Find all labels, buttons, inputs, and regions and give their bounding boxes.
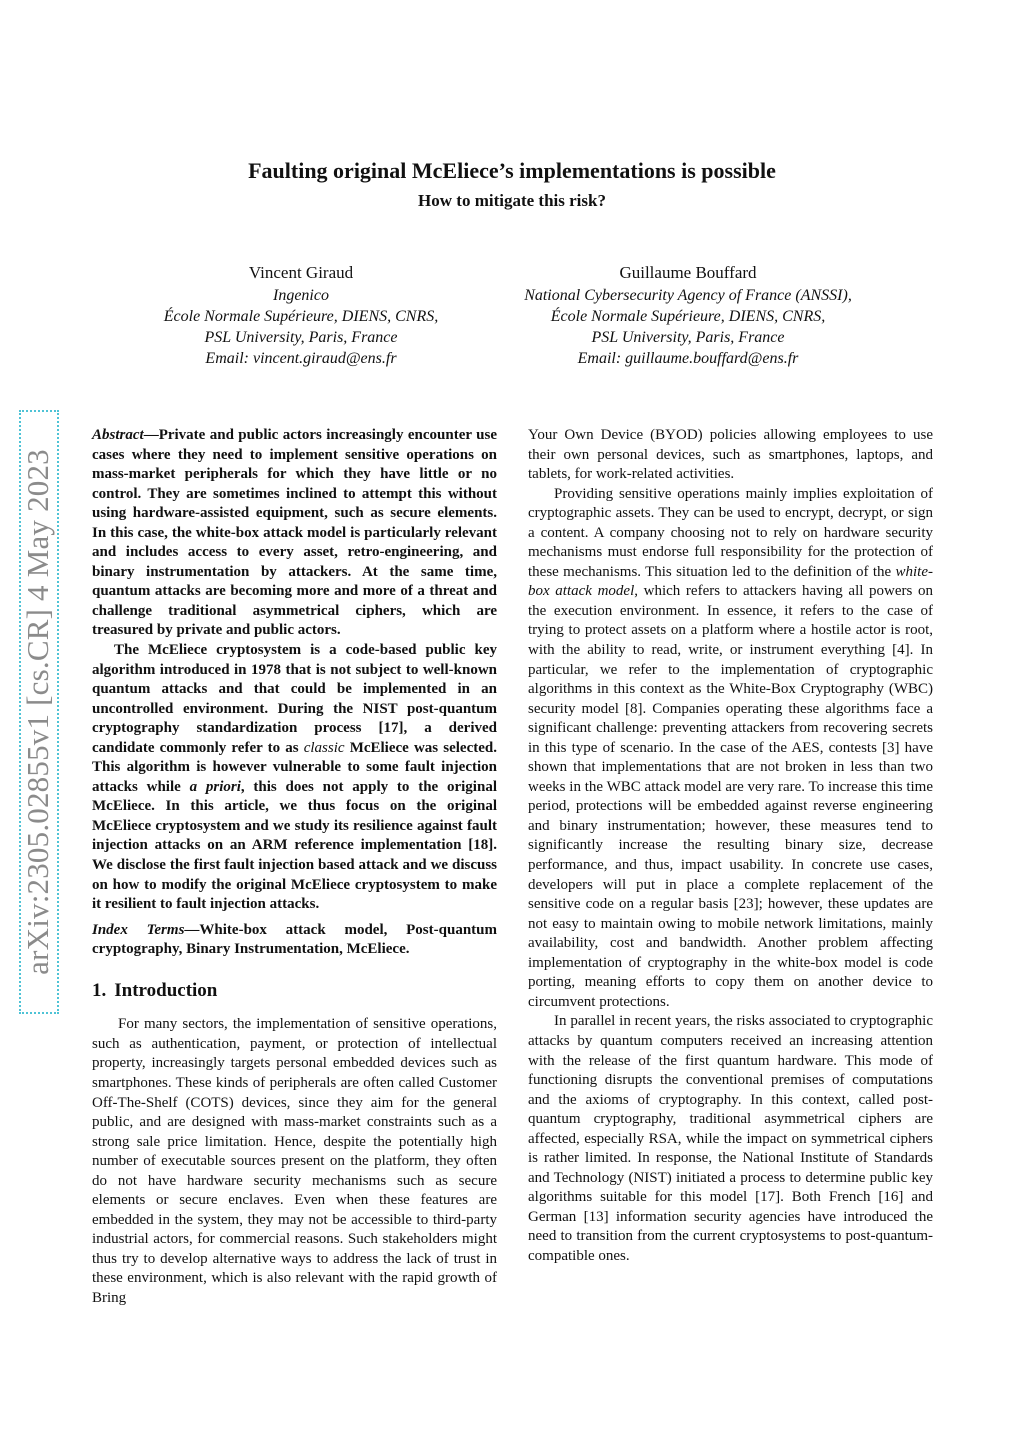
arxiv-identifier: arXiv:2305.02855v1 [cs.CR] 4 May 2023 bbox=[20, 449, 55, 975]
index-terms-dash: — bbox=[184, 921, 200, 938]
index-terms-text: White-box attack model, Post-quantum cryptography, Binary Instrumentation, McEliece. bbox=[92, 921, 497, 958]
section-title: Introduction bbox=[114, 979, 218, 1001]
author-block-1 bbox=[101, 262, 501, 369]
author-block-2 bbox=[488, 262, 888, 369]
index-terms-label: Index Terms bbox=[92, 921, 185, 938]
author-affiliation: Ingenico bbox=[273, 287, 329, 304]
body-text: , which refers to attackers having all powers on the execution environment. In essence, it refers to the case of trying to protect assets on a platform where a hostile actor is root, with the ability to read, write, or instrument everything [4]. In particular, we refer to the implementation of cryptographic algorithms in this context as the White-Box Cryptography (WBC) security model [8]. Companies operating these algorithms face a significant challenge: preventing attackers from recovering secrets in this type of scenario. In the case of the AES, contests [3] have shown that implementations that are not broken in less than two weeks in the WBC attack model are very rare. To increase this time period, protections will be embedded against reverse engineering and binary instrumentation; however, these measures tend to significantly increase the resulting binary size, decrease performance, and thus, impact usability. In concrete use cases, developers will put in place a complete replacement of the sensitive code on a regular basis [23]; however, these updates are not easy to maintain owing to mobile network limitations, mainly availability, cost and bandwidth. Another problem affecting implementation of cryptography in the white-box model is code porting, meaning efforts to copy them on another device to circumvent protections. bbox=[528, 583, 934, 1010]
section-number: 1. bbox=[92, 979, 107, 1001]
abstract-text: , this does not apply to the original McEliece. In this article, we thus focus on the original McEliece cryptosystem and we study its resilience against fault injection attacks on an ARM reference implementation [18]. We disclose the first fault injection based attack and we discuss on how to modify the original McEliece cryptosystem to make it resilient to fault injection attacks. bbox=[92, 778, 497, 913]
body-text: Providing sensitive operations mainly implies exploitation of cryptographic assets. They can be used to encrypt, decrypt, or sign a content. A company choosing not to rely on hardware security mechanisms must endorse full responsibility for the protection of these mechanisms. This situation led to the definition of the bbox=[528, 485, 933, 580]
abstract-text: The McEliece cryptosystem is a code-based public key algorithm introduced in 1978 that is not subject to well-known quantum attacks and that could be implemented in an uncontrolled environment. During the NIST post-quantum cryptography standardization process [17], a derived candidate commonly refer to as bbox=[92, 642, 497, 756]
abstract-paragraph-1 bbox=[92, 426, 497, 641]
abstract-italic: a priori bbox=[189, 778, 241, 795]
abstract-paragraph-2 bbox=[92, 641, 497, 915]
author-affiliation: École Normale Supérieure, DIENS, CNRS, bbox=[550, 308, 826, 325]
abstract-text: Private and public actors increasingly encounter use cases where they need to implement sensitive operations on mass-market peripherals for which they have little or no control. They are sometimes inclined to attempt this without using hardware-assisted equipment, such as secure elements. In this case, the white-box attack model is particularly relevant and includes access to every asset, retro-engineering, and binary instrumentation by attackers. At the same time, quantum attacks are becoming more and more of a threat and challenge traditional asymmetrical ciphers, which are treasured by private and public actors. bbox=[92, 427, 497, 639]
index-terms bbox=[92, 921, 497, 960]
paper-title: Faulting original McEliece’s implementations is possible bbox=[248, 158, 776, 183]
author-name: Guillaume Bouffard bbox=[619, 263, 757, 282]
right-column bbox=[528, 426, 933, 1267]
author-email: Email: guillaume.bouffard@ens.fr bbox=[577, 350, 799, 367]
body-italic: white-box attack model bbox=[528, 563, 933, 600]
body-paragraph bbox=[528, 485, 933, 1013]
author-affiliation: PSL University, Paris, France bbox=[204, 329, 398, 346]
paper-subtitle: How to mitigate this risk? bbox=[418, 191, 606, 210]
body-paragraph: For many sectors, the implementation of sensitive operations, such as authentication, payment, or protection of intellectual property, increasingly targets personal embedded devices such as smartphones. These kinds of peripherals are often called Customer Off-The-Shelf (COTS) devices, since they aim for the general public, and are designed with mass-market constraints such as a strong sale price limitation. Hence, despite the potentially high number of executable sources present on the platform, they often do not have hardware security mechanisms such as secure elements or secure enclaves. Even when these features are embedded in the system, they may not be accessible to third-party industrial actors, for commercial reasons. Such stakeholders might thus try to develop alternative ways to address the lack of trust in these environment, which is also relevant with the rapid growth of Bring bbox=[92, 1016, 497, 1306]
body-paragraph: Your Own Device (BYOD) policies allowing employees to use their own personal devices, such as smartphones, laptops, and tablets, for work-related activities. bbox=[528, 427, 933, 483]
abstract-dash: — bbox=[143, 427, 159, 443]
author-name: Vincent Giraud bbox=[248, 263, 354, 282]
author-affiliation: École Normale Supérieure, DIENS, CNRS, bbox=[163, 308, 439, 325]
abstract-label: Abstract bbox=[92, 427, 144, 443]
author-affiliation: National Cybersecurity Agency of France (ANSSI), bbox=[524, 287, 852, 304]
author-affiliation: PSL University, Paris, France bbox=[591, 329, 785, 346]
body-paragraph: In parallel in recent years, the risks associated to cryptographic attacks by quantum computers received an increasing attention with the release of the first quantum hardware. This mode of functioning disrupts the conventional premises of computations and the axioms of cryptography. In this context, called post-quantum cryptography, traditional asymmetrical ciphers are affected, especially RSA, while the impact on symmetrical ciphers is rather limited. In response, the National Institute of Standards and Technology (NIST) initiated a process to determine public key algorithms suitable for this model [17]. Both French [16] and German [13] information security agencies have introduced the need to transition from the current cryptosystems to post-quantum-compatible ones. bbox=[528, 1013, 933, 1264]
author-email: Email: vincent.giraud@ens.fr bbox=[205, 350, 397, 367]
section-heading bbox=[92, 981, 497, 1001]
abstract bbox=[92, 426, 497, 915]
abstract-text: McEliece was selected. This algorithm is however vulnerable to some fault injection attacks while bbox=[92, 739, 497, 795]
left-column bbox=[92, 426, 497, 1309]
abstract-italic: classic bbox=[303, 739, 345, 756]
